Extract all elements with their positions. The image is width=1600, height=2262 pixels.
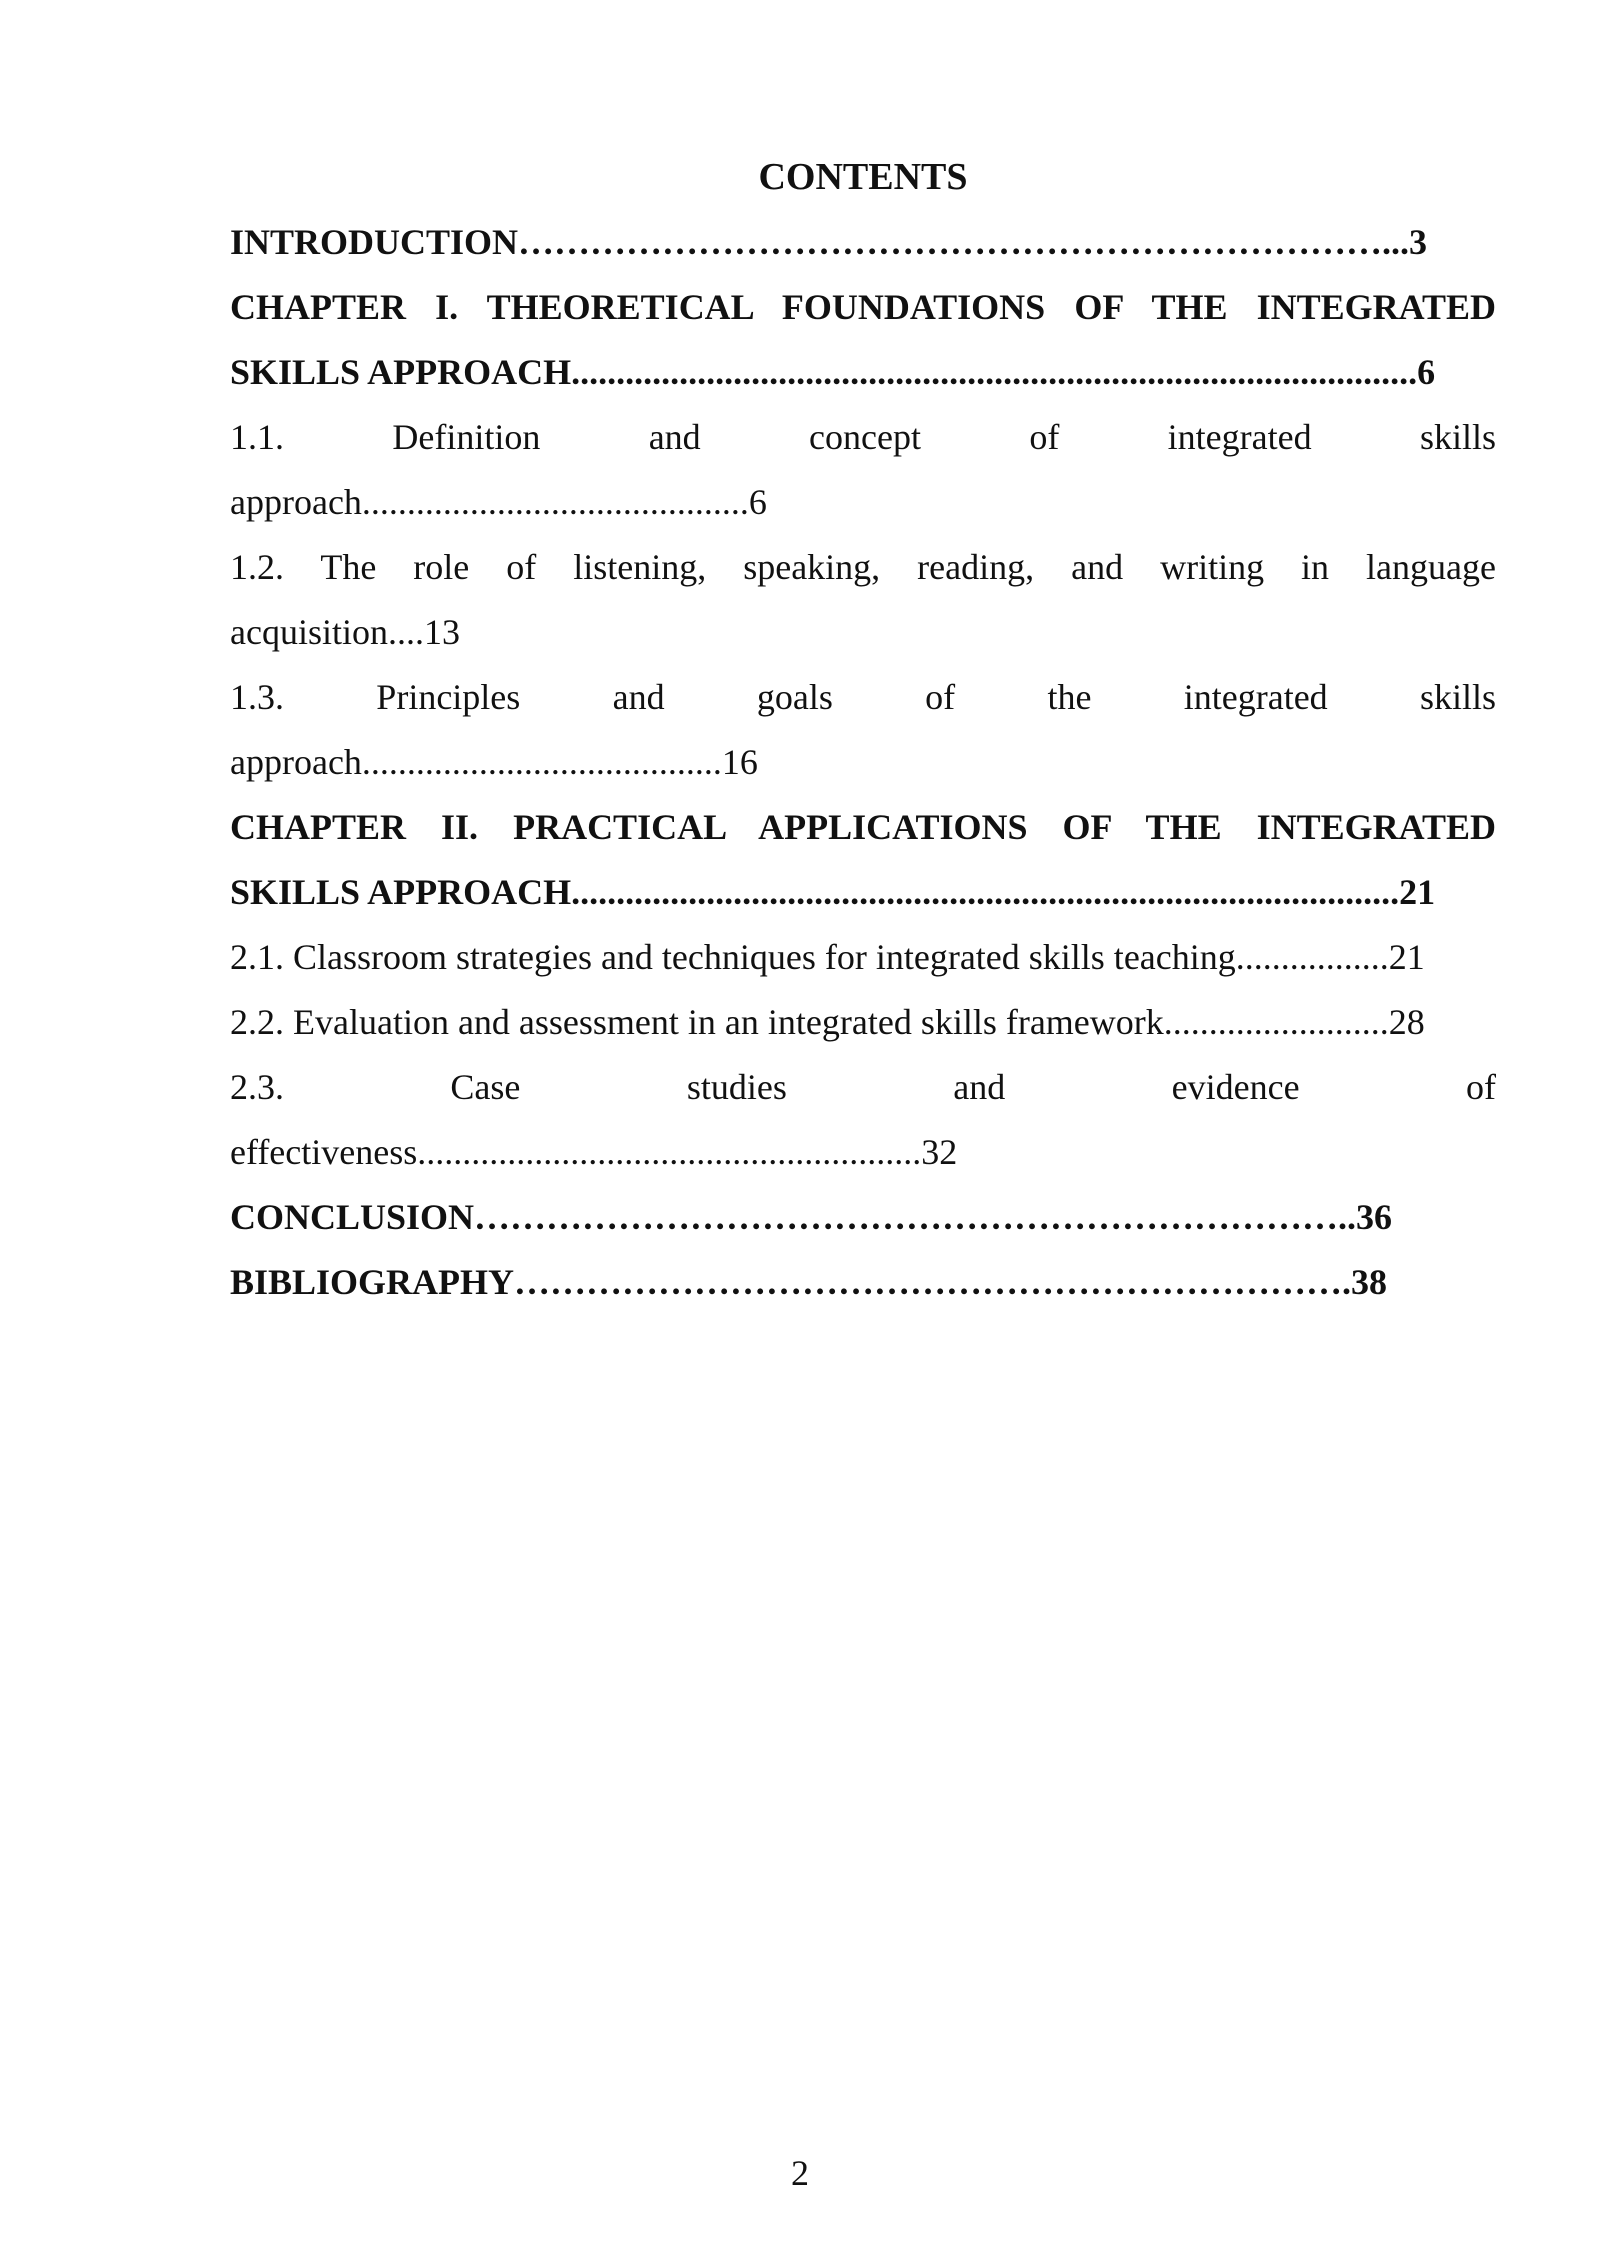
toc-entry-chapter-2-line-1: CHAPTER II. PRACTICAL APPLICATIONS OF THE INTEGRATED xyxy=(230,807,1496,847)
toc-entry-chapter-2-line-2: SKILLS APPROACH............................................................................................21 xyxy=(230,872,1436,912)
toc-entry-1-2-line-1: 1.2. The role of listening, speaking, reading, and writing in language xyxy=(230,547,1496,587)
toc-entry-2-2: 2.2. Evaluation and assessment in an integrated skills framework.........................28 xyxy=(230,1002,1425,1042)
toc-entry-conclusion: CONCLUSION………………………………………………………………..36 xyxy=(230,1197,1393,1237)
page-number: 2 xyxy=(791,2153,809,2193)
toc-heading: CONTENTS xyxy=(758,156,968,198)
toc-entry-2-1: 2.1. Classroom strategies and techniques for integrated skills teaching.................21 xyxy=(230,937,1425,977)
toc-entry-bibliography: BIBLIOGRAPHY…………………………………………………………….38 xyxy=(230,1262,1388,1302)
toc-entry-chapter-1-line-2: SKILLS APPROACH..............................................................................................6 xyxy=(230,352,1436,392)
toc-entry-1-1-line-2: approach...........................................6 xyxy=(230,482,767,522)
toc-entry-2-3-line-1: 2.3. Case studies and evidence of xyxy=(230,1067,1496,1107)
toc-entry-1-3-line-1: 1.3. Principles and goals of the integrated skills xyxy=(230,677,1496,717)
toc-entry-chapter-1-line-1: CHAPTER I. THEORETICAL FOUNDATIONS OF THE INTEGRATED xyxy=(230,287,1496,327)
table-of-contents xyxy=(230,145,1496,1315)
toc-entry-introduction: INTRODUCTION………………………………………………………………...3 xyxy=(230,222,1428,262)
toc-entry-1-3-line-2: approach........................................16 xyxy=(230,742,758,782)
toc-entry-1-2-line-2: acquisition....13 xyxy=(230,612,460,652)
toc-entry-1-1-line-1: 1.1. Definition and concept of integrated skills xyxy=(230,417,1496,457)
toc-entry-2-3-line-2: effectiveness........................................................32 xyxy=(230,1132,958,1172)
